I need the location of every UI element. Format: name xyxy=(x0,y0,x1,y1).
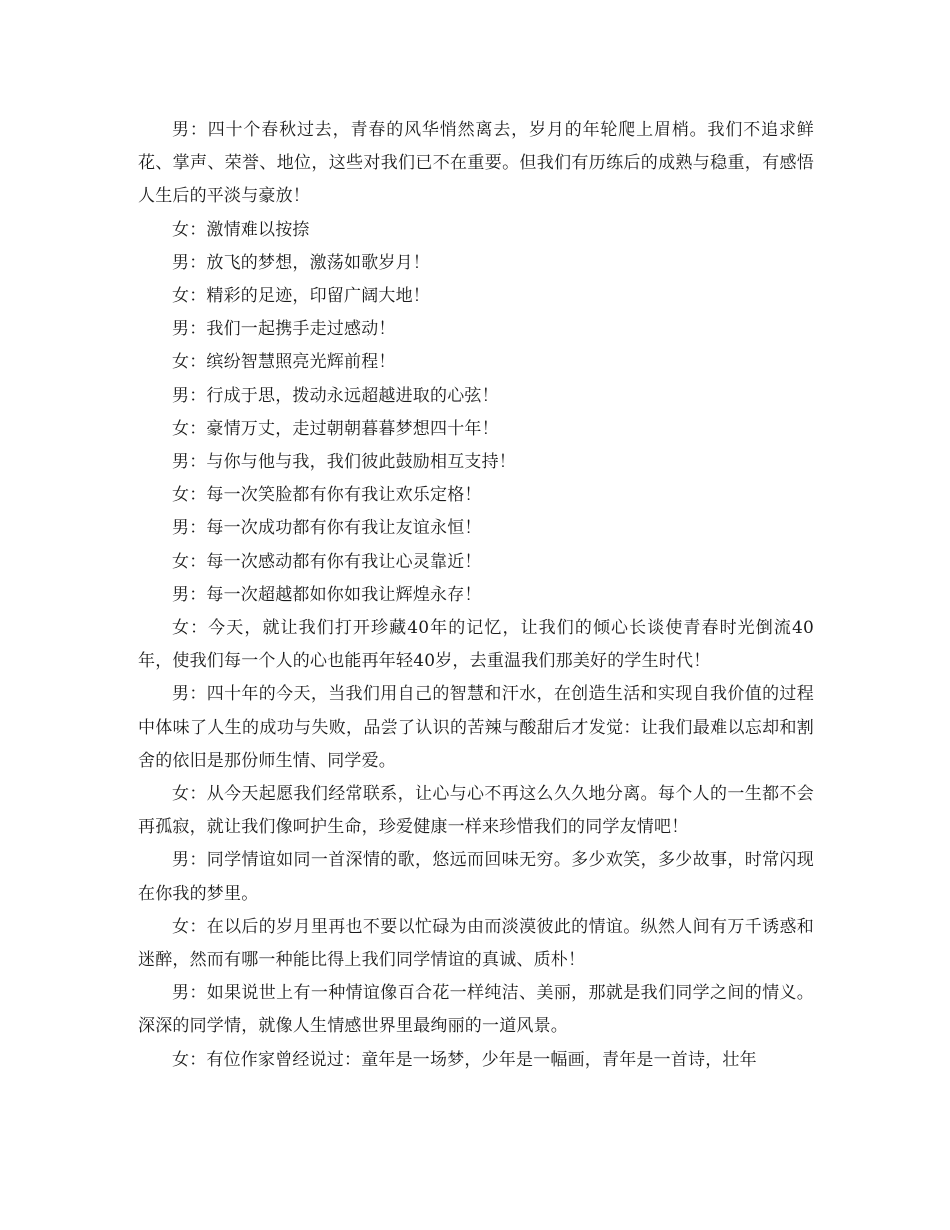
paragraph: 女：有位作家曾经说过：童年是一场梦，少年是一幅画，青年是一首诗，壮年 xyxy=(172,1049,757,1070)
paragraph: 男：放飞的梦想，激荡如歌岁月！ xyxy=(172,252,430,273)
paragraph: 男：四十年的今天，当我们用自己的智慧和汗水，在创造生活和实现自我价值的过程中体味了人生的成功与失败，品尝了认识的苦辣与酸甜后才发觉：让我们最难以忘却和割舍的依旧是那份师生情、同学爱。 xyxy=(138,684,814,771)
paragraph: 男：四十个春秋过去，青春的风华悄然离去，岁月的年轮爬上眉梢。我们不追求鲜花、掌声、荣誉、地位，这些对我们已不在重要。但我们有历练后的成熟与稳重，有感悟人生后的平淡与豪放！ xyxy=(138,120,814,207)
paragraph: 男：每一次成功都有你有我让友谊永恒！ xyxy=(172,518,482,539)
paragraph: 男：每一次超越都如你如我让辉煌永存！ xyxy=(172,584,482,605)
paragraph: 男：与你与他与我，我们彼此鼓励相互支持！ xyxy=(172,452,516,473)
paragraph: 女：在以后的岁月里再也不要以忙碌为由而淡漠彼此的情谊。纵然人间有万千诱惑和迷醉，然而有哪一种能比得上我们同学情谊的真诚、质朴！ xyxy=(138,916,814,971)
paragraph: 女：豪情万丈，走过朝朝暮暮梦想四十年！ xyxy=(172,418,499,439)
paragraph: 女：每一次笑脸都有你有我让欢乐定格！ xyxy=(172,485,482,506)
paragraph: 女：精彩的足迹，印留广阔大地！ xyxy=(172,286,430,307)
paragraph: 女：今天，就让我们打开珍藏40年的记忆，让我们的倾心长谈使青春时光倒流40年，使我们每一个人的心也能再年轻40岁，去重温我们那美好的学生时代！ xyxy=(138,618,814,672)
paragraph: 男：如果说世上有一种情谊像百合花一样纯洁、美丽，那就是我们同学之间的情义。深深的同学情，就像人生情感世界里最绚丽的一道风景。 xyxy=(138,983,814,1037)
paragraph: 男：我们一起携手走过感动！ xyxy=(172,319,396,340)
paragraph: 女：激情难以按捺 xyxy=(172,219,310,240)
paragraph: 男：行成于思，拨动永远超越进取的心弦！ xyxy=(172,385,499,406)
document-body xyxy=(138,114,814,1077)
paragraph: 女：缤纷智慧照亮光辉前程！ xyxy=(172,352,396,373)
paragraph: 男：同学情谊如同一首深情的歌，悠远而回味无穷。多少欢笑，多少故事，时常闪现在你我的梦里。 xyxy=(138,850,814,904)
paragraph: 女：从今天起愿我们经常联系，让心与心不再这么久久地分离。每个人的一生都不会再孤寂，就让我们像呵护生命，珍爱健康一样来珍惜我们的同学友情吧！ xyxy=(138,784,814,838)
paragraph: 女：每一次感动都有你有我让心灵靠近！ xyxy=(172,551,482,572)
